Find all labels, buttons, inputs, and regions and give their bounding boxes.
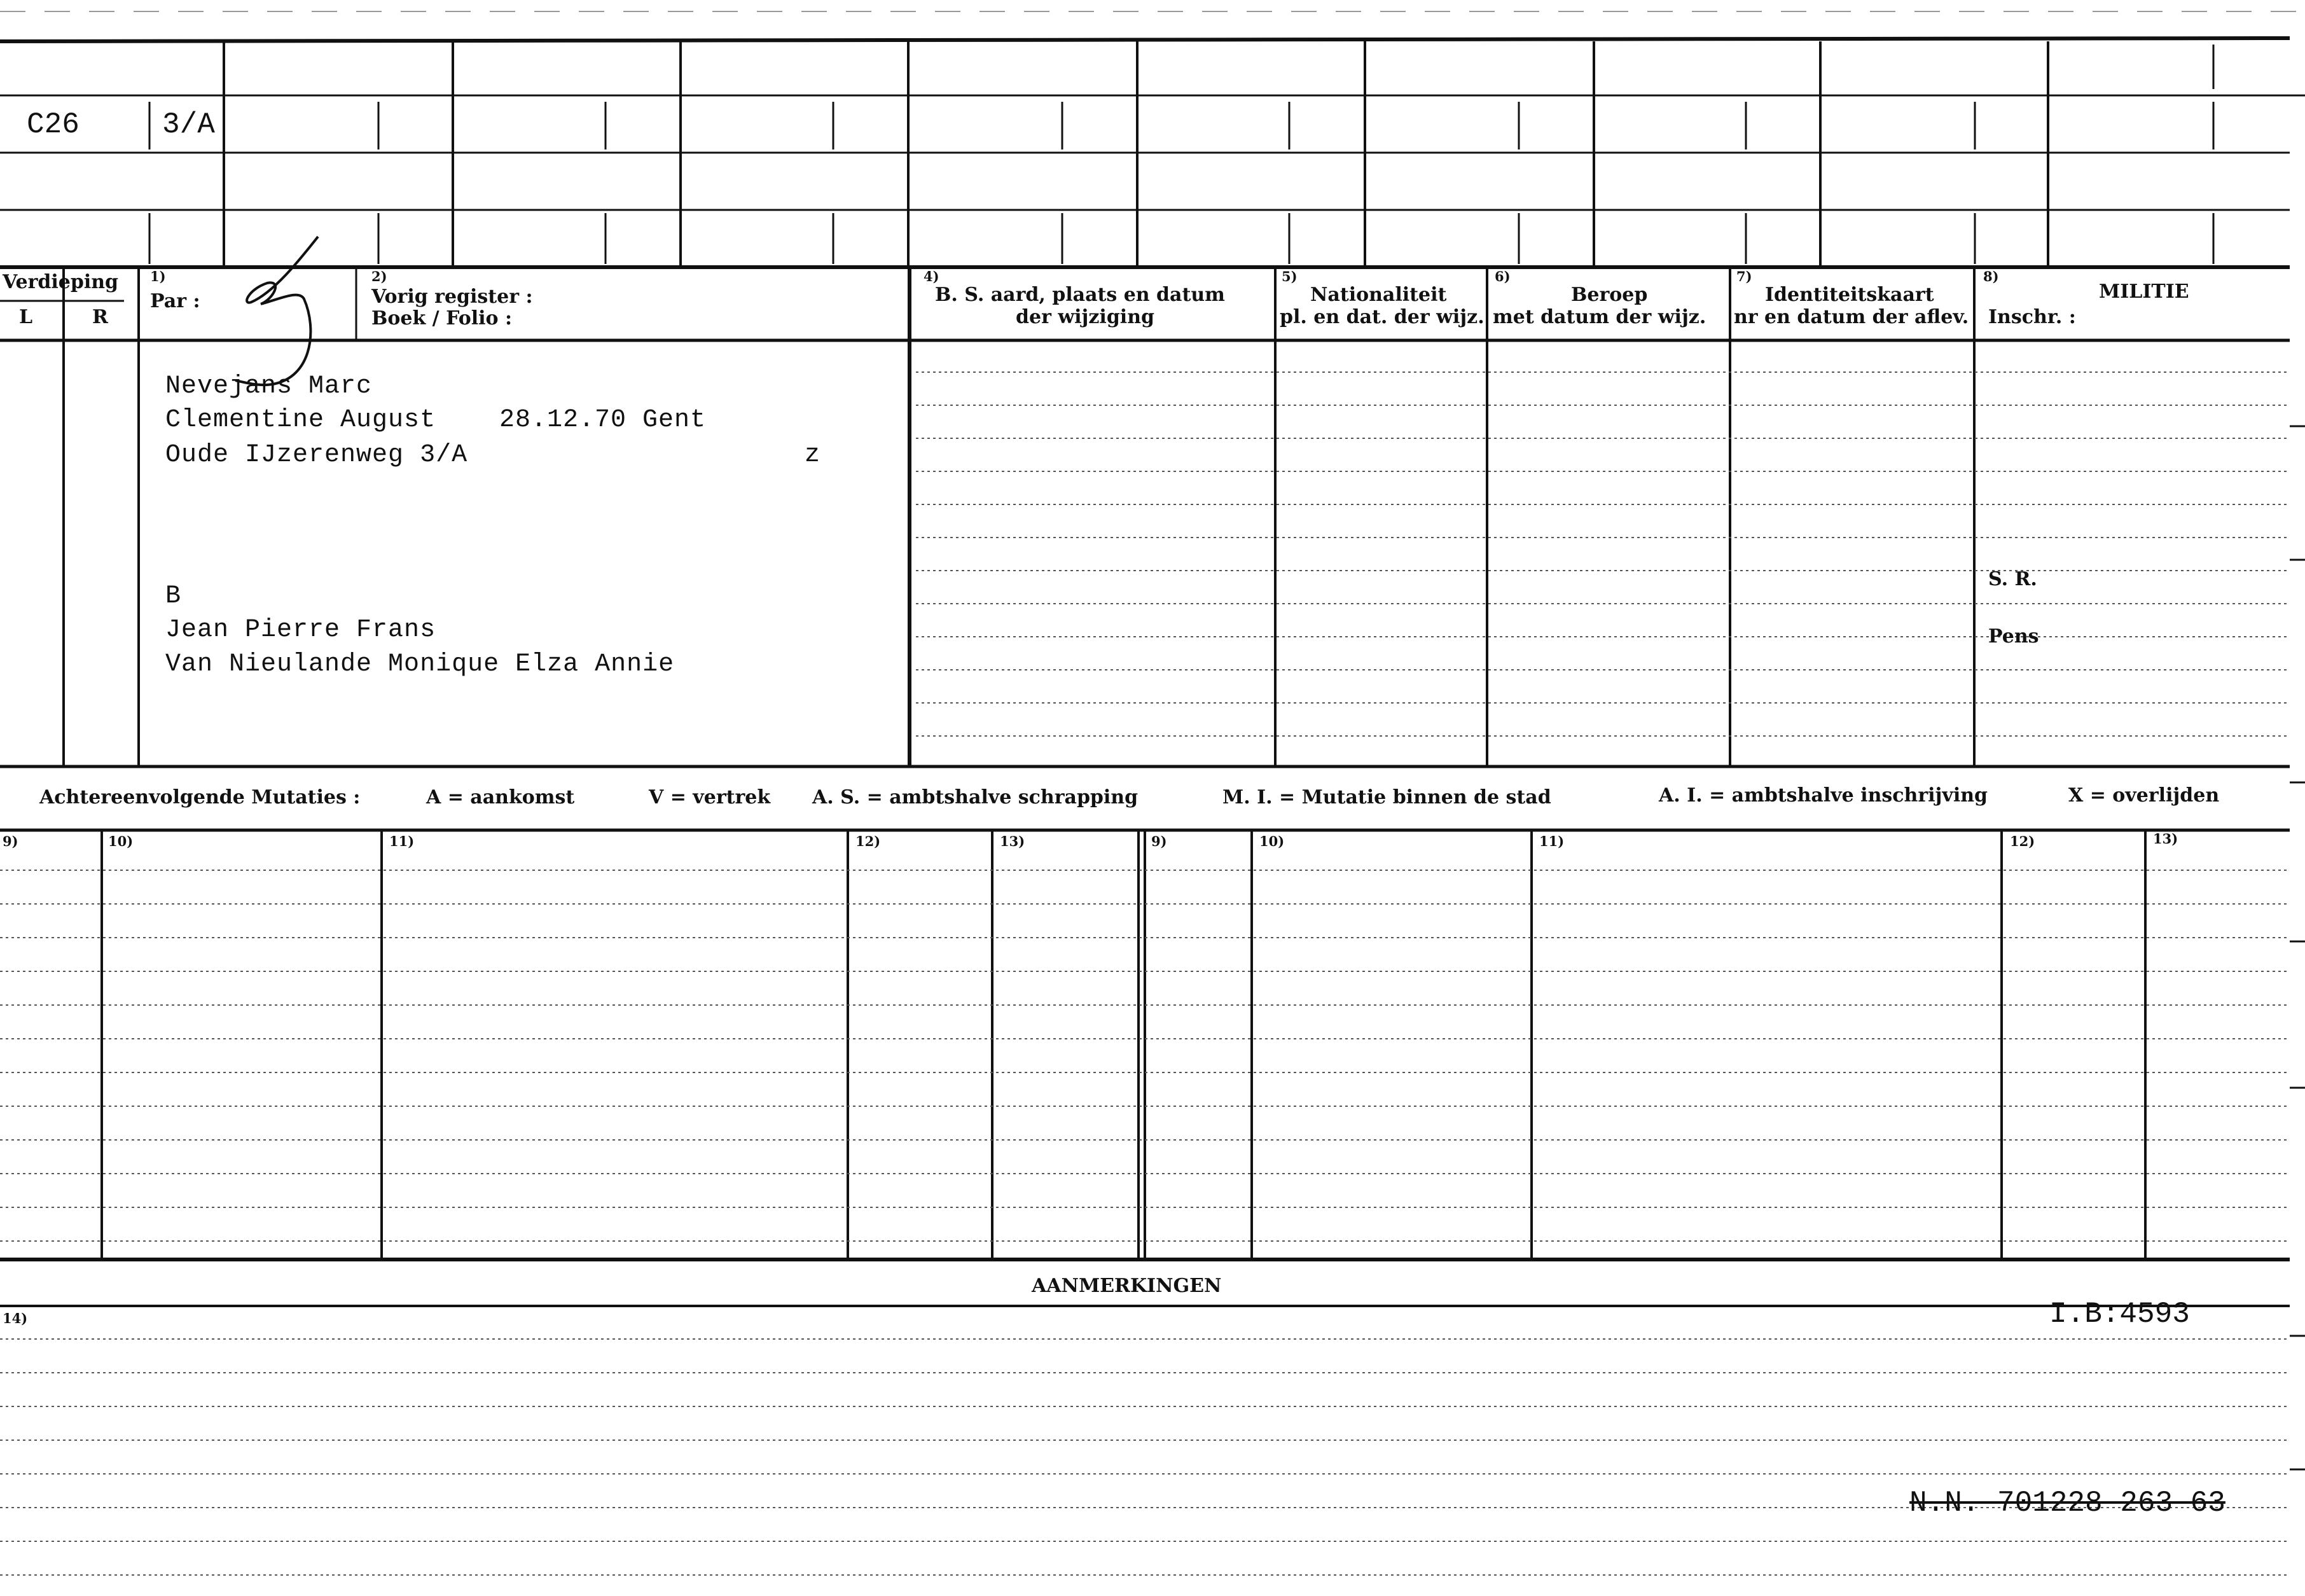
- col2-number: 2): [371, 268, 387, 284]
- par-label: Par :: [150, 290, 200, 312]
- mutaties-legend-title: Achtereenvolgende Mutaties :: [39, 786, 361, 808]
- col5-number: 5): [1282, 268, 1298, 284]
- legend-vertrek: V = vertrek: [649, 786, 771, 808]
- record-line-1: Nevejans Marc: [165, 372, 373, 401]
- house-number: 3/A: [162, 108, 215, 141]
- mut-col-13: 13): [1000, 833, 1025, 849]
- mut-col-10-b: 10): [1259, 833, 1285, 849]
- record-line-6: Van Nieulande Monique Elza Annie: [165, 650, 675, 679]
- sr-label: S. R.: [1988, 568, 2037, 590]
- der-wijziging-label: der wijziging: [1016, 306, 1154, 328]
- record-line-5: Jean Pierre Frans: [165, 616, 436, 644]
- record-line-2a: Clementine August: [165, 406, 436, 434]
- mut-col-9-b: 9): [1151, 833, 1167, 849]
- bs-aard-label: B. S. aard, plaats en datum: [935, 284, 1225, 306]
- identiteitskaart-label: Identiteitskaart: [1765, 284, 1934, 306]
- mut-col-10: 10): [108, 833, 134, 849]
- pens-label: Pens: [1988, 625, 2039, 648]
- legend-overlijden: X = overlijden: [2068, 784, 2220, 807]
- verdieping-right: R: [92, 306, 108, 328]
- handwritten-initial-mark: [235, 237, 318, 385]
- nn-number: N.N. 701228 263 63: [1909, 1487, 2225, 1520]
- nationaliteit-label: Nationaliteit: [1310, 284, 1447, 306]
- militie-label: MILITIE: [2099, 281, 2189, 303]
- mut-col-9: 9): [3, 833, 18, 849]
- record-line-4: B: [165, 582, 182, 611]
- record-line-3: Oude IJzerenweg 3/A: [165, 441, 468, 469]
- record-line-2b: 28.12.70 Gent: [499, 406, 707, 434]
- inschr-label: Inschr. :: [1988, 306, 2076, 328]
- beroep-label: Beroep: [1571, 284, 1648, 306]
- legend-ambtshalve-schrapping: A. S. = ambtshalve schrapping: [812, 786, 1139, 808]
- col7-number: 7): [1736, 268, 1752, 284]
- aanmerkingen-number: 14): [3, 1310, 28, 1326]
- mut-col-12-b: 12): [2010, 833, 2035, 849]
- ib-number: I.B:4593: [2049, 1298, 2190, 1331]
- mut-col-11: 11): [389, 833, 415, 849]
- mut-col-13-b: 13): [2153, 831, 2178, 847]
- boek-folio-label: Boek / Folio :: [371, 307, 513, 330]
- legend-ambtshalve-inschrijving: A. I. = ambtshalve inschrijving: [1659, 784, 1988, 807]
- mut-col-11-b: 11): [1539, 833, 1565, 849]
- col8-number: 8): [1983, 268, 1999, 284]
- aanmerkingen-title: AANMERKINGEN: [1032, 1275, 1222, 1297]
- record-mark: z: [805, 441, 821, 469]
- legend-aankomst: A = aankomst: [426, 786, 575, 808]
- legend-mutatie-binnen-stad: M. I. = Mutatie binnen de stad: [1222, 786, 1551, 808]
- verdieping-left: L: [19, 306, 33, 328]
- nationaliteit-sub-label: pl. en dat. der wijz.: [1280, 306, 1485, 328]
- vorig-register-label: Vorig register :: [371, 286, 533, 308]
- col6-number: 6): [1495, 268, 1511, 284]
- beroep-sub-label: met datum der wijz.: [1493, 306, 1706, 328]
- col1-number: 1): [150, 268, 166, 284]
- register-code: C26: [27, 108, 80, 141]
- mut-col-12: 12): [855, 833, 881, 849]
- identiteitskaart-sub-label: nr en datum der aflev.: [1734, 306, 1969, 328]
- col4-number: 4): [924, 268, 939, 284]
- verdieping-label: Verdieping: [3, 271, 119, 293]
